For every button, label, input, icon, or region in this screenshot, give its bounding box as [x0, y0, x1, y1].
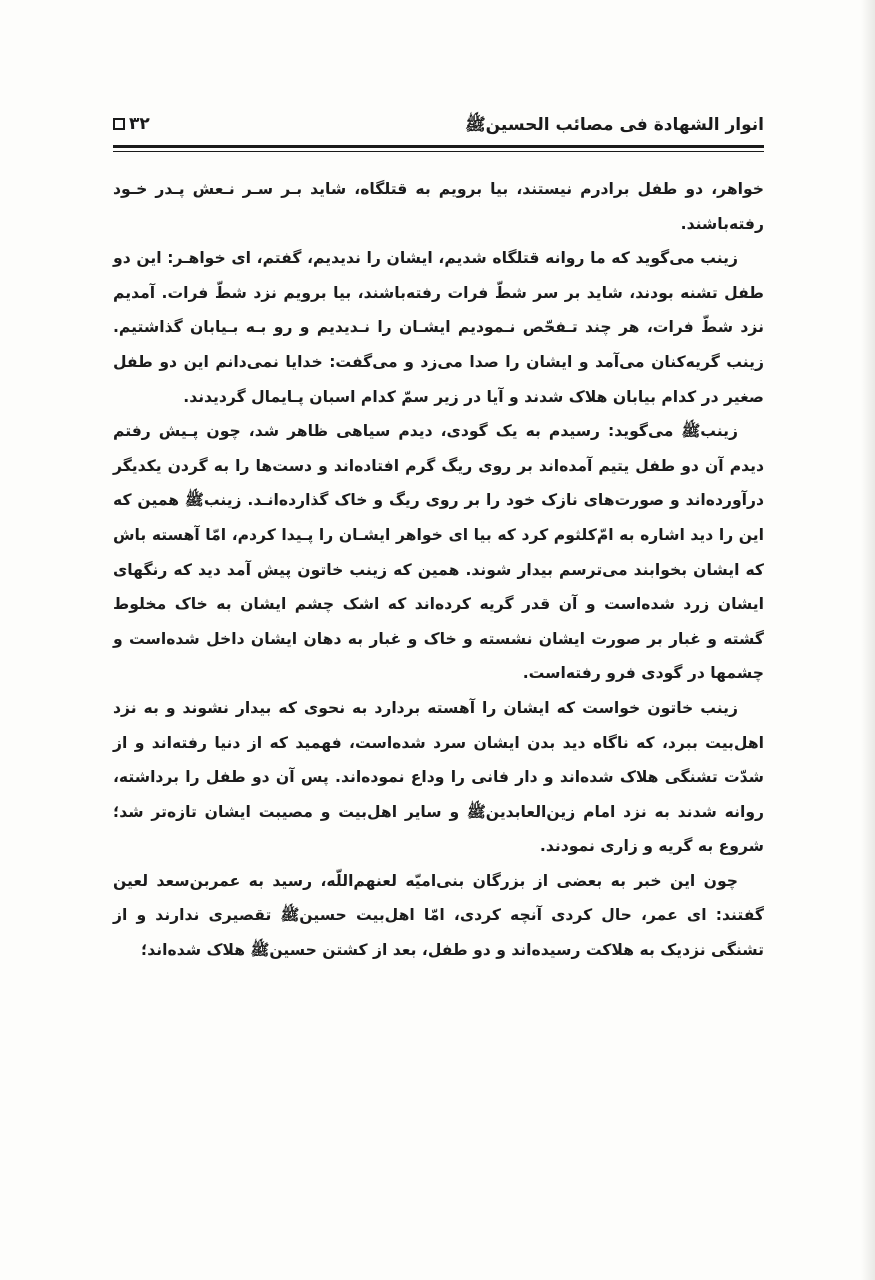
page-number — [113, 114, 150, 134]
paragraph-5: چون این خبر به بعضی از بزرگان بنی‌امیّه لعنهم‌اللّه، رسید به عمربن‌سعد لعین گفتند: ای عمر، حال کردی آنچه کردی، امّا اهل‌بیت حسینﷺ تقصیری ندارند و از تشنگی نزدیک به هلاکت رسیده‌اند و دو طفل، بعد از کشتن حسینﷺ هلاک شده‌اند؛ — [113, 871, 764, 960]
page-edge-shadow — [861, 0, 875, 1280]
paragraph-4: زینب خاتون خواست که ایشان را آهسته بردارد به نحوی که بیدار نشوند و به نزد اهل‌بیت ببرد، که ناگاه دید بدن ایشان سرد شده‌است، فهمید که از دنیا رفته‌اند و از شدّت تشنگی هلاک شده‌اند و دار فانی را وداع نموده‌اند. پس آن دو طفل را برداشته، روانه شدند به نزد امام زین‌العابدینﷺ و سایر اهل‌بیت و مصیبت ایشان تازه‌تر شد؛ شروع به گریه و زاری نمودند. — [113, 698, 764, 856]
body-text — [113, 172, 764, 968]
header-rule-thick — [113, 145, 764, 148]
page-number-text: ۳۲ — [129, 114, 150, 134]
square-ornament-icon — [113, 118, 125, 130]
page-header — [113, 112, 764, 142]
running-title: انوار الشهادة فی مصائب الحسینﷺ — [465, 115, 764, 135]
header-rule-thin — [113, 151, 764, 152]
paragraph-2: زینب می‌گوید که ما روانه قتلگاه شدیم، ایشان را ندیدیم، گفتم، ای خواهـر: این دو طفل تشنه بودند، شاید بر سر شطّ فرات رفته‌باشند، بیا برویم نزد شطّ فرات. آمدیم نزد شطّ فرات، هر چند تـفحّص نـمودیم ایشـان را نـدیدیم و رو بـه بـیابان گذاشتیم. زینب گریه‌کنان می‌آمد و ایشان را صدا می‌زد و می‌گفت: خدایا نمی‌دانم این دو طفل صغیر در کدام بیابان هلاک شدند و آیا در زیر سمّ کدام اسبان پـایمال گردیدند. — [113, 249, 764, 406]
paragraph-3: زینبﷺ می‌گوید: رسیدم به یک گودی، دیدم سیاهی ظاهر شد، چون پـیش رفتم دیدم آن دو طفل یتیم آمده‌اند بر روی ریگ گرم افتاده‌اند و دست‌ها را به گردن یکدیگر درآورده‌اند و صورت‌های نازک خود را بر روی ریگ و خاک گذارده‌انـد. زینبﷺ همین که این را دید اشاره به امّ‌کلثوم کرد که بیا ای خواهر ایشـان را پـیدا کردم، امّا آهسته باش که ایشان بخوابند می‌ترسم بیدار شوند. همین که زینب خاتون پیش آمد دید که رنگهای ایشان زرد شده‌است و آن قدر گریه کرده‌اند که اشک چشم ایشان به خاک مخلوط گشته و غبار بر صورت ایشان نشسته و خاک و غبار به دهان ایشان داخل شده‌است و چشمها در گودی فرو رفته‌است. — [113, 422, 764, 683]
paragraph-1: خواهر، دو طفل برادرم نیستند، بیا برویم به قتلگاه، شاید بـر سـر نـعش پـدر خـود رفته‌باشند. — [113, 180, 764, 233]
